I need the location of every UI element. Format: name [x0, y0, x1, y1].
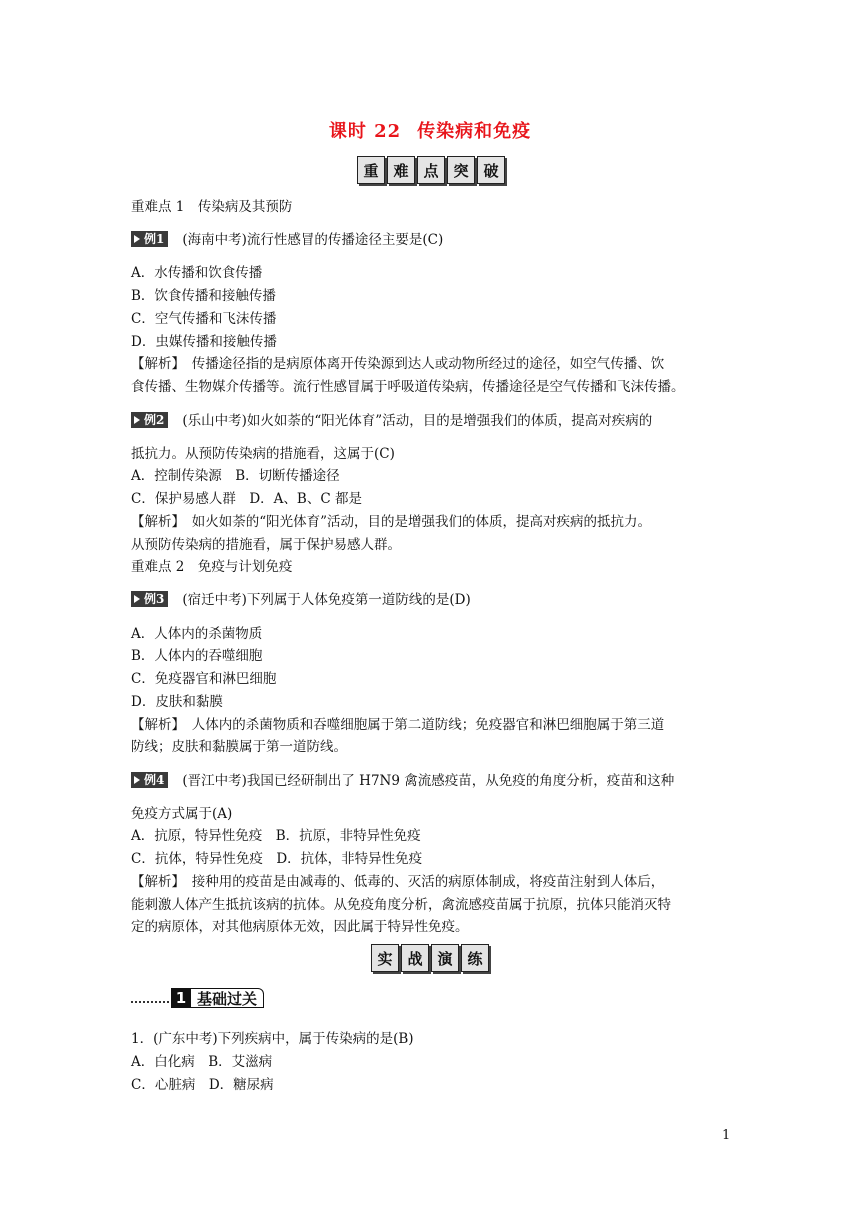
example-tag: 例1 — [131, 231, 168, 247]
banner-tile: 难 — [387, 156, 415, 184]
play-arrow-icon — [134, 235, 140, 243]
play-arrow-icon — [134, 776, 140, 784]
section-label: 基础过关 — [191, 988, 264, 1008]
example-tag: 例3 — [131, 591, 168, 607]
option-line: A．人体内的杀菌物质 — [131, 626, 263, 642]
banner-key-points — [357, 156, 505, 184]
banner-tile: 突 — [447, 156, 475, 184]
option-line: C．空气传播和飞沫传播 — [131, 311, 277, 327]
play-arrow-icon — [134, 416, 140, 424]
dotted-leader — [131, 1001, 169, 1003]
banner-tile: 实 — [371, 944, 399, 972]
analysis-line: 【解析】 传播途径指的是病原体离开传染源到达人或动物所经过的途径，如空气传播、饮 — [131, 356, 665, 372]
banner-tile: 破 — [477, 156, 505, 184]
example-tag: 例2 — [131, 412, 168, 428]
analysis-line: 防线；皮肤和黏膜属于第一道防线。 — [131, 739, 347, 755]
option-line: A．水传播和饮食传播 — [131, 265, 263, 281]
banner-practice — [371, 944, 489, 972]
page-number: 1 — [722, 1128, 731, 1143]
title-lesson: 课时 22 — [328, 121, 402, 142]
question-text: (宿迁中考)下列属于人体免疫第一道防线的是(D) — [182, 592, 471, 608]
section-heading: 重难点 2 免疫与计划免疫 — [131, 559, 293, 575]
option-line: D．皮肤和黏膜 — [131, 694, 223, 710]
option-line: A．控制传染源 B．切断传播途径 — [131, 468, 340, 484]
option-line: B．人体内的吞噬细胞 — [131, 648, 263, 664]
section-basic — [131, 988, 264, 1008]
option-line: B．饮食传播和接触传播 — [131, 288, 276, 304]
banner-tile: 练 — [461, 944, 489, 972]
analysis-line: 【解析】 人体内的杀菌物质和吞噬细胞属于第二道防线；免疫器官和淋巴细胞属于第三道 — [131, 717, 665, 733]
question-line — [131, 771, 674, 791]
question-text: (晋江中考)我国已经研制出了 H7N9 禽流感疫苗，从免疫的角度分析，疫苗和这种 — [182, 773, 675, 789]
analysis-line: 【解析】 接种用的疫苗是由减毒的、低毒的、灭活的病原体制成，将疫苗注射到人体后， — [131, 874, 665, 890]
example-tag: 例4 — [131, 772, 168, 788]
question-line: 抵抗力。从预防传染病的措施看，这属于(C) — [131, 446, 395, 462]
question-text: (海南中考)流行性感冒的传播途径主要是(C) — [182, 232, 444, 248]
banner-tile: 战 — [401, 944, 429, 972]
option-line: C．保护易感人群 D．A、B、C 都是 — [131, 491, 362, 507]
question-line — [131, 411, 652, 431]
question-line — [131, 230, 443, 250]
question-line: 1．(广东中考)下列疾病中，属于传染病的是(B) — [131, 1031, 414, 1047]
option-line: A．白化病 B．艾滋病 — [131, 1054, 273, 1070]
title-topic: 传染病和免疫 — [417, 121, 532, 142]
analysis-line: 定的病原体，对其他病原体无效，因此属于特异性免疫。 — [131, 919, 469, 935]
option-line: C．心脏病 D．糖尿病 — [131, 1077, 274, 1093]
analysis-line: 能刺激人体产生抵抗该病的抗体。从免疫角度分析，禽流感疫苗属于抗原，抗体只能消灭特 — [131, 897, 671, 913]
option-line: C．免疫器官和淋巴细胞 — [131, 671, 277, 687]
section-heading: 重难点 1 传染病及其预防 — [131, 199, 293, 215]
question-line: 免疫方式属于(A) — [131, 806, 233, 822]
option-line: C．抗体，特异性免疫 D．抗体，非特异性免疫 — [131, 851, 423, 867]
play-arrow-icon — [134, 595, 140, 603]
analysis-line: 【解析】 如火如荼的“阳光体育”活动，目的是增强我们的体质，提高对疾病的抵抗力。 — [131, 514, 652, 530]
banner-tile: 演 — [431, 944, 459, 972]
page-title — [0, 117, 860, 143]
analysis-line: 从预防传染病的措施看，属于保护易感人群。 — [131, 537, 401, 553]
section-number: 1 — [171, 988, 191, 1008]
banner-tile: 点 — [417, 156, 445, 184]
analysis-line: 食传播、生物媒介传播等。流行性感冒属于呼吸道传染病，传播途径是空气传播和飞沫传播。 — [131, 379, 685, 395]
option-line: A．抗原，特异性免疫 B．抗原，非特异性免疫 — [131, 828, 421, 844]
question-line — [131, 590, 471, 610]
banner-tile: 重 — [357, 156, 385, 184]
question-text: (乐山中考)如火如荼的“阳光体育”活动，目的是增强我们的体质，提高对疾病的 — [182, 413, 653, 429]
option-line: D．虫媒传播和接触传播 — [131, 334, 277, 350]
